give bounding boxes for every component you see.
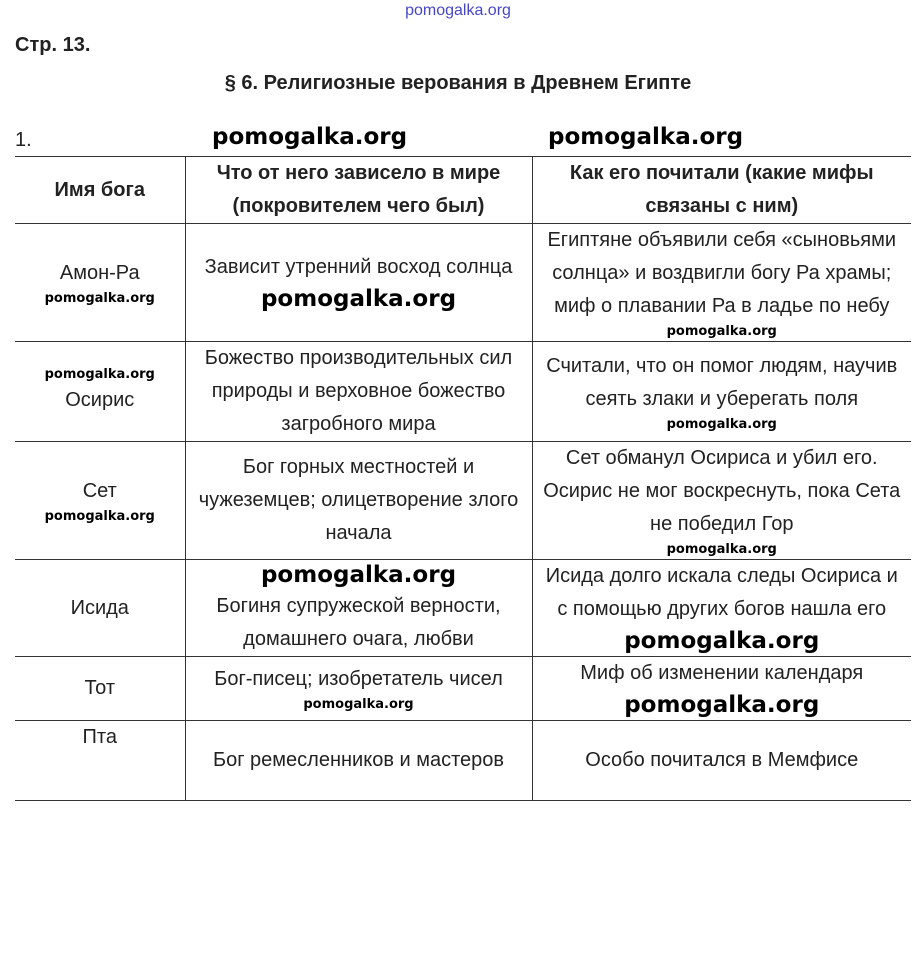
watermark-top: pomogalka.org bbox=[405, 2, 511, 19]
god-domain-cell bbox=[185, 560, 532, 657]
god-worship-cell bbox=[532, 342, 911, 442]
page-label: Стр. 13. bbox=[15, 34, 91, 56]
god-name-cell bbox=[15, 442, 185, 560]
god-domain: Божество производительных сил природы и верховное божество загробного мира bbox=[185, 342, 532, 442]
god-name: Пта bbox=[15, 721, 185, 801]
god-name: Амон-Ра bbox=[59, 262, 140, 284]
watermark: pomogalka.org bbox=[303, 697, 414, 712]
god-domain: Богиня супружеской верности, домашнего очага, любви bbox=[216, 595, 501, 650]
god-worship-cell bbox=[532, 560, 911, 657]
god-name: Тот bbox=[15, 657, 185, 721]
watermark: pomogalka.org bbox=[260, 286, 457, 312]
watermark: pomogalka.org bbox=[260, 562, 457, 588]
god-worship-cell bbox=[532, 657, 911, 721]
god-worship: Особо почитался в Мемфисе bbox=[532, 721, 911, 801]
watermark: pomogalka.org bbox=[666, 324, 777, 339]
table-row bbox=[15, 560, 911, 657]
header-cell: Имя бога bbox=[15, 157, 185, 224]
watermark: pomogalka.org bbox=[44, 509, 155, 524]
god-name: Сет bbox=[82, 480, 117, 502]
god-domain: Бог-писец; изобретатель чисел bbox=[214, 668, 503, 690]
gods-table bbox=[15, 156, 911, 801]
god-worship: Сет обманул Осириса и убил его. Осирис не мог воскреснуть, пока Сета не победил Гор bbox=[543, 447, 901, 535]
header-cell: Что от него зависело в мире (покровителем чего был) bbox=[185, 157, 532, 224]
watermark: pomogalka.org bbox=[666, 416, 777, 432]
god-worship-cell bbox=[532, 442, 911, 560]
task-number: 1. bbox=[15, 129, 32, 151]
god-name-cell bbox=[15, 342, 185, 442]
table-row bbox=[15, 342, 911, 442]
god-domain-cell bbox=[185, 224, 532, 342]
god-name: Исида bbox=[15, 560, 185, 657]
watermark: pomogalka.org bbox=[44, 367, 155, 382]
watermark: pomogalka.org bbox=[212, 124, 408, 150]
god-domain: Бог ремесленников и мастеров bbox=[185, 721, 532, 801]
god-worship: Египтяне объявили себя «сыновьями солнца» и воздвигли богу Ра храмы; миф о плавании Ра в ладье по небу bbox=[547, 229, 897, 317]
watermark: pomogalka.org bbox=[624, 628, 820, 654]
god-name: Осирис bbox=[65, 389, 135, 411]
god-worship: Исида долго искала следы Осириса и с помощью других богов нашла его bbox=[545, 565, 898, 620]
watermark: pomogalka.org bbox=[666, 542, 777, 557]
god-domain: Бог горных местностей и чужеземцев; олицетворение злого начала bbox=[185, 442, 532, 560]
god-name-cell bbox=[15, 224, 185, 342]
task-row bbox=[15, 112, 916, 152]
page-title: § 6. Религиозные верования в Древнем Египте bbox=[224, 72, 692, 94]
table-row bbox=[15, 657, 911, 721]
table-header-row bbox=[15, 157, 911, 224]
watermark: pomogalka.org bbox=[624, 692, 820, 718]
header-cell: Как его почитали (какие мифы связаны с ним) bbox=[532, 157, 911, 224]
watermark: pomogalka.org bbox=[548, 124, 744, 150]
god-worship-cell bbox=[532, 224, 911, 342]
watermark: pomogalka.org bbox=[44, 291, 155, 306]
god-domain: Зависит утренний восход солнца bbox=[204, 256, 513, 278]
god-worship: Миф об изменении календаря bbox=[580, 662, 864, 684]
table-row bbox=[15, 721, 911, 801]
god-domain-cell bbox=[185, 657, 532, 721]
table-row bbox=[15, 224, 911, 342]
table-row bbox=[15, 442, 911, 560]
god-worship: Считали, что он помог людям, научив сеять злаки и уберегать поля bbox=[546, 354, 898, 410]
